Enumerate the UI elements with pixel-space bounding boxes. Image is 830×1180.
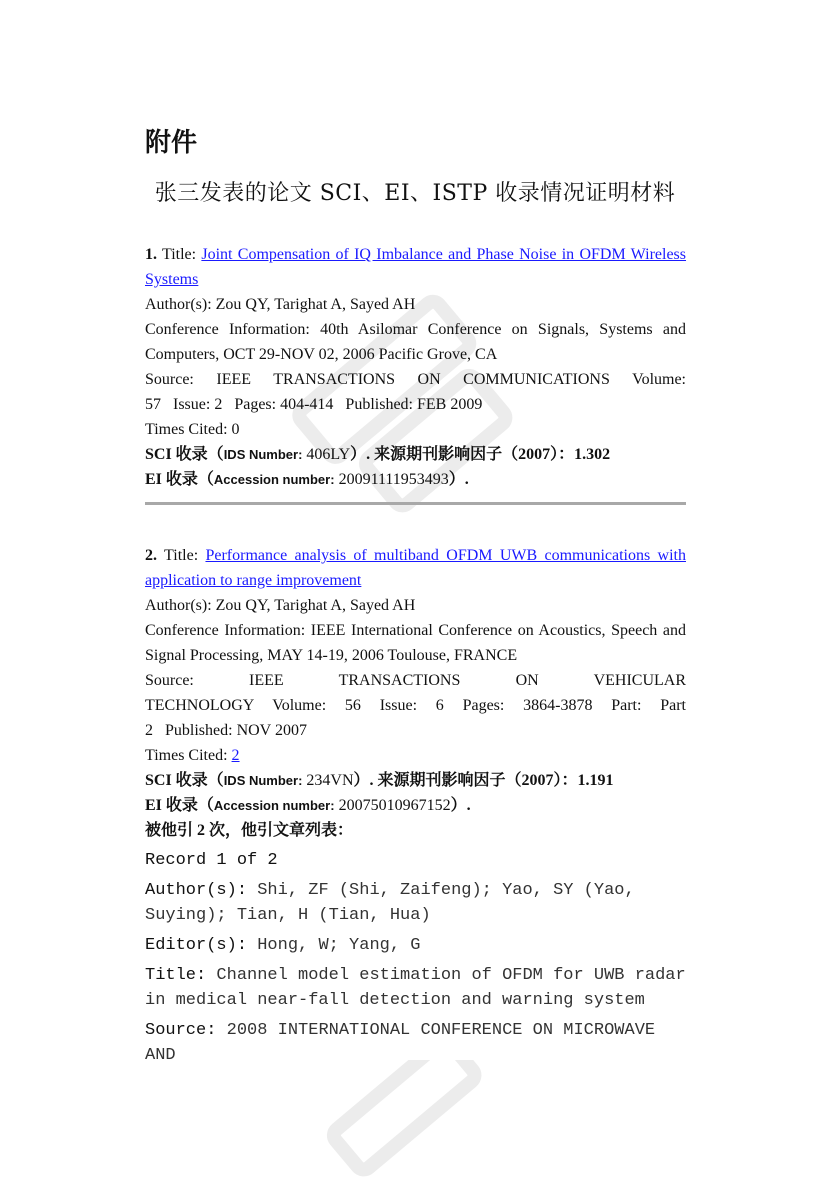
record-title: [145, 963, 686, 1013]
paper-1-ei-line: [145, 467, 686, 492]
paper-1-source-line2: 57 Issue: 2 Pages: 404-414 Published: FEB 2009: [145, 396, 483, 413]
document-title: 张三发表的论文 SCI、EI、ISTP 收录情况证明材料: [154, 181, 676, 206]
paper-1-number: 1.: [145, 246, 157, 263]
paper-2-ei-prefix: EI 收录（: [145, 797, 214, 814]
paper-1-times-cited: Times Cited: 0: [145, 421, 240, 438]
paper-1-ids-label: IDS Number:: [223, 447, 303, 462]
record-title-value: Channel model estimation of OFDM for UWB radar in medical near-fall detection and warning system: [145, 966, 686, 1010]
paper-1-accession-label: Accession number:: [213, 472, 335, 487]
paper-2-title-line: [145, 543, 686, 593]
paper-2-authors: Author(s): Zou QY, Tarighat A, Sayed AH: [145, 597, 416, 614]
paper-2-title-link[interactable]: Performance analysis of multiband OFDM UWB communications with application to range improvement: [145, 547, 686, 589]
paper-1-sci-prefix: SCI 收录（: [145, 446, 224, 463]
record-source-value: 2008 INTERNATIONAL CONFERENCE ON MICROWAVE AND: [145, 1021, 656, 1065]
paper-2-times-cited-link[interactable]: 2: [231, 747, 240, 764]
watermark-graphic: [310, 1060, 510, 1180]
paper-2-ei-line: [145, 793, 686, 818]
paper-1-sci-suffix: ）. 来源期刊影响因子（2007）：1.302: [350, 446, 611, 463]
paper-2-source-line2: TECHNOLOGY Volume: 56 Issue: 6 Pages: 3864-3878 Part: Part: [145, 697, 686, 714]
paper-1-source-line1: Source: IEEE TRANSACTIONS ON COMMUNICATIONS Volume:: [145, 371, 686, 388]
paper-2-title-label: Title:: [164, 547, 199, 564]
paper-2-conference: Conference Information: IEEE International Conference on Acoustics, Speech and Signal Processing, MAY 14-19, 2006 Toulouse, FRANCE: [145, 622, 686, 664]
paper-2-ids-value: 234VN: [302, 772, 354, 789]
paper-1-title-label: Title:: [162, 246, 197, 263]
record-authors-label: Author(s):: [145, 881, 248, 900]
paper-1-accession-value: 20091111953493: [334, 471, 449, 488]
paper-2-sci-prefix: SCI 收录（: [145, 772, 224, 789]
paper-2-sci-suffix: ）. 来源期刊影响因子（2007）：1.191: [353, 772, 614, 789]
paper-1-ei-prefix: EI 收录（: [145, 471, 214, 488]
paper-entry-1: [145, 242, 686, 492]
paper-1-title-line: [145, 242, 686, 292]
paper-1-ei-suffix: ）.: [448, 471, 469, 488]
paper-1-title-link[interactable]: Joint Compensation of IQ Imbalance and Phase Noise in OFDM Wireless Systems: [145, 246, 687, 288]
cited-list-heading: 被他引 2 次，他引文章列表：: [145, 822, 354, 839]
paper-1-conference: Conference Information: 40th Asilomar Conference on Signals, Systems and Computers, OCT 29-NOV 02, 2006 Pacific Grove, CA: [145, 321, 686, 363]
record-editors-value: Hong, W; Yang, G: [247, 936, 421, 955]
paper-2-source-line3: 2 Published: NOV 2007: [145, 722, 307, 739]
record-title-label: Title:: [145, 966, 207, 985]
record-authors: [145, 878, 686, 928]
paper-2-times-cited-label: Times Cited:: [145, 747, 232, 764]
paper-2-number: 2.: [145, 547, 157, 564]
paper-2-ei-suffix: ）.: [450, 797, 471, 814]
record-editors: [145, 933, 686, 958]
record-heading: Record 1 of 2: [145, 851, 278, 870]
paper-2-source-line1: Source: IEEE TRANSACTIONS ON VEHICULAR: [145, 672, 686, 689]
paper-2-accession-label: Accession number:: [213, 798, 335, 813]
paper-2-times-cited: [145, 743, 686, 768]
paper-1-sci-line: [145, 442, 686, 467]
paper-entry-2: [145, 543, 686, 843]
record-authors-value: Shi, ZF (Shi, Zaifeng); Yao, SY (Yao, Suying); Tian, H (Tian, Hua): [145, 881, 635, 925]
record-editors-label: Editor(s):: [145, 936, 248, 955]
paper-2-ids-label: IDS Number:: [223, 773, 303, 788]
record-source-label: Source:: [145, 1021, 217, 1040]
paper-2-sci-line: [145, 768, 686, 793]
paper-1-authors: Author(s): Zou QY, Tarighat A, Sayed AH: [145, 296, 416, 313]
attachment-label: 附件: [145, 128, 198, 158]
citing-record: [145, 848, 686, 1073]
section-divider: [145, 502, 686, 505]
paper-1-ids-value: 406LY: [302, 446, 351, 463]
paper-2-accession-value: 20075010967152: [334, 797, 451, 814]
record-source: [145, 1018, 686, 1068]
